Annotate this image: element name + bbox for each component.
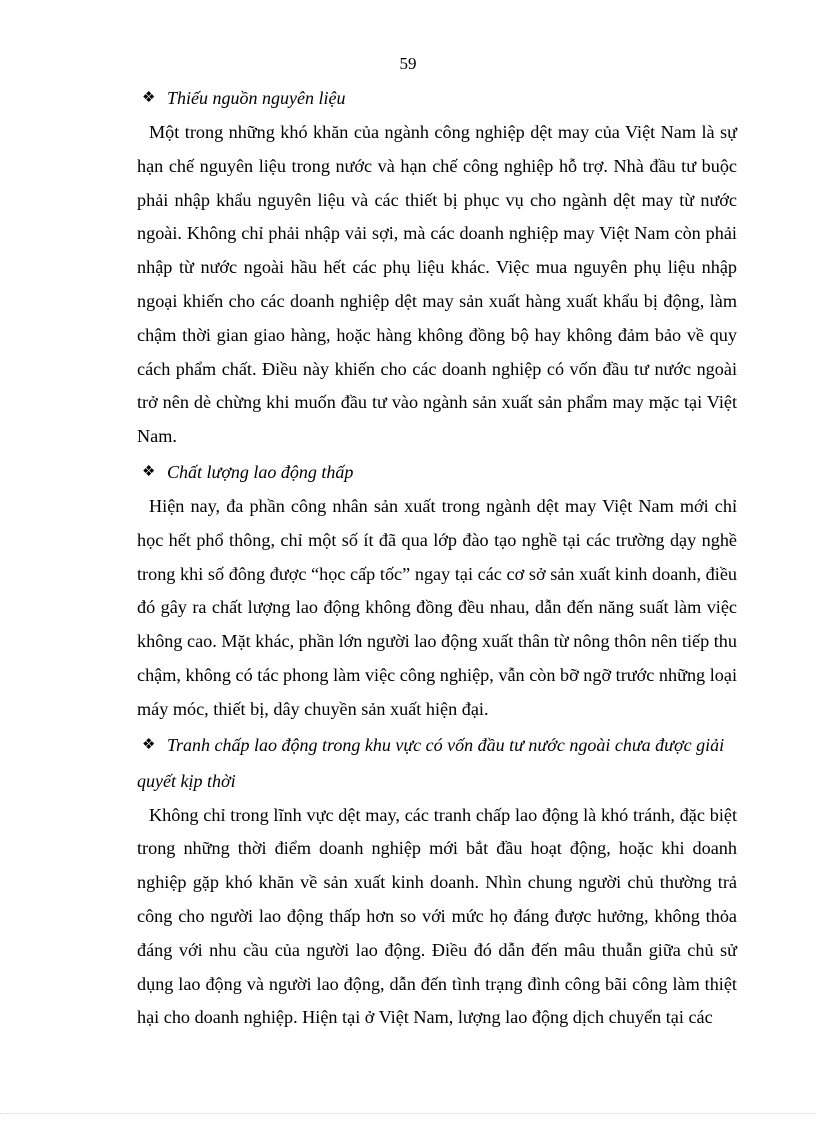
page-number: 59	[399, 54, 417, 73]
diamond-bullet-icon: ❖	[142, 736, 156, 753]
page-content	[137, 80, 737, 1035]
section-heading-text: Tranh chấp lao động trong khu vực có vốn đầu tư nước ngoài chưa được giải quyết kịp thời	[137, 734, 725, 791]
section-heading	[137, 80, 737, 116]
section-heading	[137, 454, 737, 490]
section-paragraph: Hiện nay, đa phần công nhân sản xuất trong ngành dệt may Việt Nam mới chỉ học hết phổ thông, chỉ một số ít đã qua lớp đào tạo nghề tại các trường dạy nghề trong khi số đông được “học cấp tốc” ngay tại các cơ sở sản xuất kinh doanh, điều đó gây ra chất lượng lao động không đồng đều nhau, dẫn đến năng suất làm việc không cao. Mặt khác, phần lớn người lao động xuất thân từ nông thôn nên tiếp thu chậm, không có tác phong làm việc công nghiệp, vẫn còn bỡ ngỡ trước những loại máy móc, thiết bị, dây chuyền sản xuất hiện đại.	[137, 495, 737, 719]
diamond-bullet-icon: ❖	[142, 90, 156, 106]
page-bottom-divider	[0, 1113, 816, 1114]
section-heading-text: Thiếu nguồn nguyên liệu	[167, 88, 346, 108]
section-paragraph: Không chỉ trong lĩnh vực dệt may, các tranh chấp lao động là khó tránh, đặc biệt trong những thời điểm doanh nghiệp mới bắt đầu hoạt động, hoặc khi doanh nghiệp gặp khó khăn về sản xuất kinh doanh. Nhìn chung người chủ thường trả công cho người lao động thấp hơn so với mức họ đáng được hưởng, không thỏa đáng với nhu cầu của người lao động. Điều đó dẫn đến mâu thuẫn giữa chủ sử dụng lao động và người lao động, dẫn đến tình trạng đình công bãi công làm thiệt hại cho doanh nghiệp. Hiện tại ở Việt Nam, lượng lao động dịch chuyển tại các	[137, 804, 737, 1028]
diamond-bullet-icon: ❖	[142, 463, 156, 480]
section-heading	[137, 727, 737, 799]
section-paragraph: Một trong những khó khăn của ngành công nghiệp dệt may của Việt Nam là sự hạn chế nguyên liệu trong nước và hạn chế công nghiệp hỗ trợ. Nhà đầu tư buộc phải nhập khẩu nguyên liệu và các thiết bị phục vụ cho ngành dệt may từ nước ngoài. Không chỉ phải nhập vải sợi, mà các doanh nghiệp may Việt Nam còn phải nhập từ nước ngoài hầu hết các phụ liệu khác. Việc mua nguyên phụ liệu nhập ngoại khiến cho các doanh nghiệp dệt may sản xuất hàng xuất khẩu bị động, làm chậm thời gian giao hàng, hoặc hàng không đồng bộ hay không đảm bảo về quy cách phẩm chất. Điều này khiến cho các doanh nghiệp có vốn đầu tư nước ngoài trở nên dè chừng khi muốn đầu tư vào ngành sản xuất sản phẩm may mặc tại Việt Nam.	[137, 122, 737, 447]
section-heading-text: Chất lượng lao động thấp	[167, 461, 354, 482]
